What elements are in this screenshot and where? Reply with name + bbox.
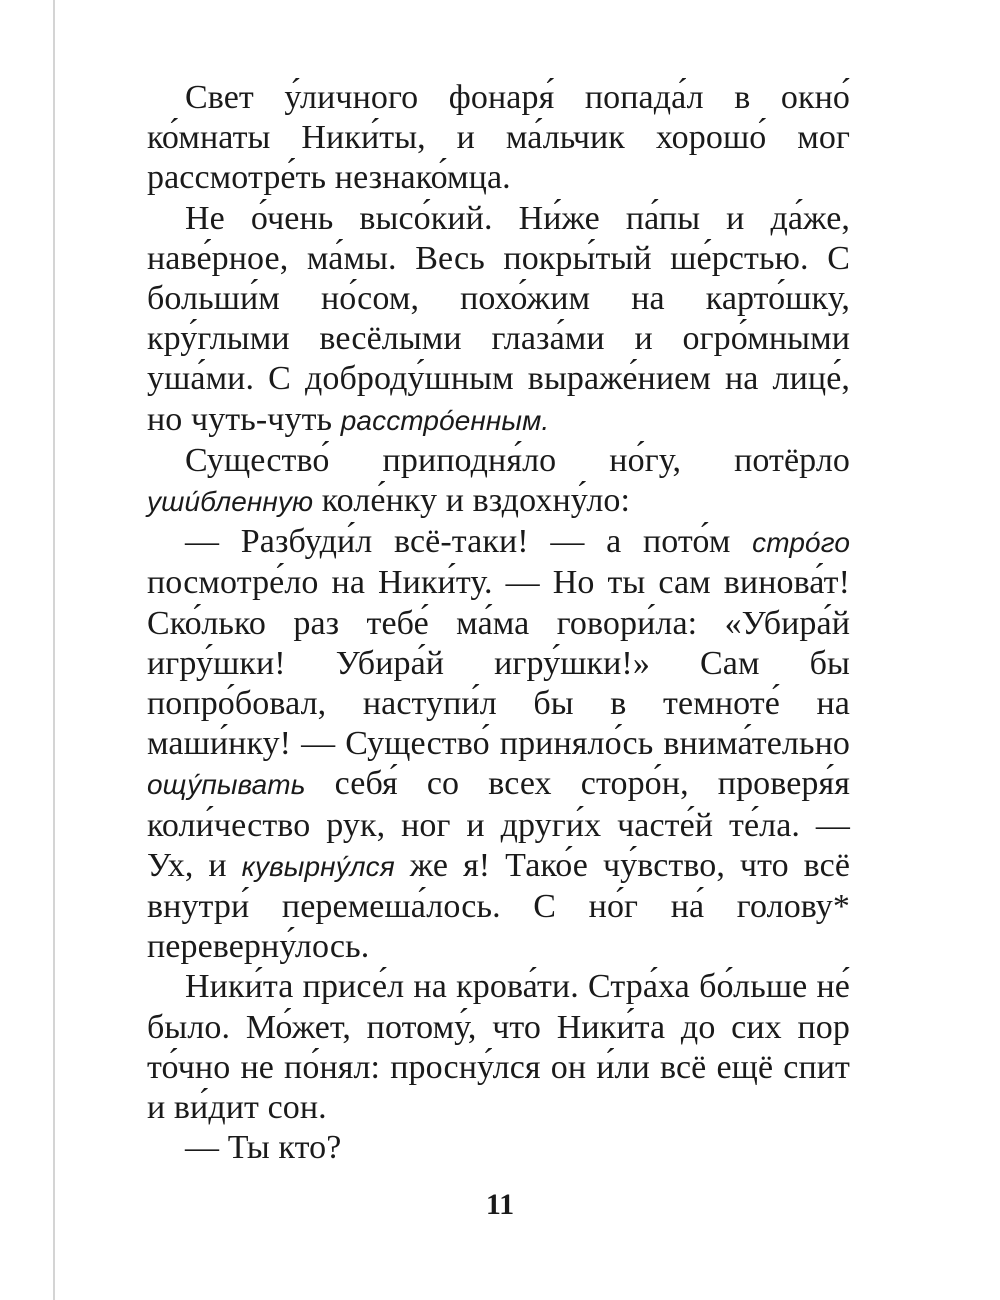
italic-word: стро́го xyxy=(752,527,850,559)
text-run: Ники́та присе́л на крова́ти. Стра́ха бо́льше не́ было. Мо́жет, потому́, что Ники́та до сих пор то́чно не по́нял: просну́лся он и́ли всё ещё спит и ви́дит сон. xyxy=(147,968,850,1127)
text-run: — Ты кто? xyxy=(185,1129,342,1167)
text-run: — Разбуди́л всё-таки! — а пото́м xyxy=(185,523,753,561)
paragraph xyxy=(147,199,850,441)
paragraph xyxy=(147,441,850,522)
page-number: 11 xyxy=(485,1188,515,1221)
italic-word: ощу́пывать xyxy=(147,769,306,801)
text-run: Существо́ приподня́ло но́гу, потёрло xyxy=(185,441,850,479)
paragraph xyxy=(147,967,850,1128)
text-run: Свет у́личного фонаря́ попада́л в окно́ ко́мнаты Ники́ты, и ма́льчик хорошо́ мог рассмотре́ть незнако́мца. xyxy=(147,79,850,197)
paragraph xyxy=(147,1128,850,1168)
paragraph xyxy=(147,522,850,967)
italic-word: расстро́енным. xyxy=(340,404,550,436)
paragraph xyxy=(147,78,850,199)
page-edge xyxy=(53,0,55,1300)
body-text xyxy=(147,78,850,1168)
text-run: Не о́чень высо́кий. Ни́же па́пы и да́же, наве́рное, ма́мы. Весь покры́тый ше́рстью. С больши́м но́сом, похо́жим на карто́шку, кру́глыми весёлыми глаза́ми и огро́мными уша́ми. С доброду́шным выраже́нием на лице́, но чуть-чуть xyxy=(147,199,850,438)
text-run: коле́нку и вздохну́ло: xyxy=(313,482,631,520)
text-run: себя́ со всех сторо́н, проверя́я коли́чество рук, ног и други́х часте́й те́ла. — Ух, и xyxy=(147,765,850,884)
italic-word: уши́бленную xyxy=(147,486,314,518)
text-run: же я! Тако́е чу́вство, что всё внутри́ перемеша́лось. С но́г на́ голову* переверну́лось. xyxy=(147,846,851,966)
italic-word: кувырну́лся xyxy=(241,850,395,882)
text-run: посмотре́ло на Ники́ту. — Но ты сам винова́т! Ско́лько раз тебе́ ма́ма говори́ла: «Убира́й игру́шки! Убира́й игру́шки!» Сам бы попро́бовал, наступи́л бы в темноте́ на маши́нку! — Существо́ приняло́сь внима́тельно xyxy=(147,564,850,763)
